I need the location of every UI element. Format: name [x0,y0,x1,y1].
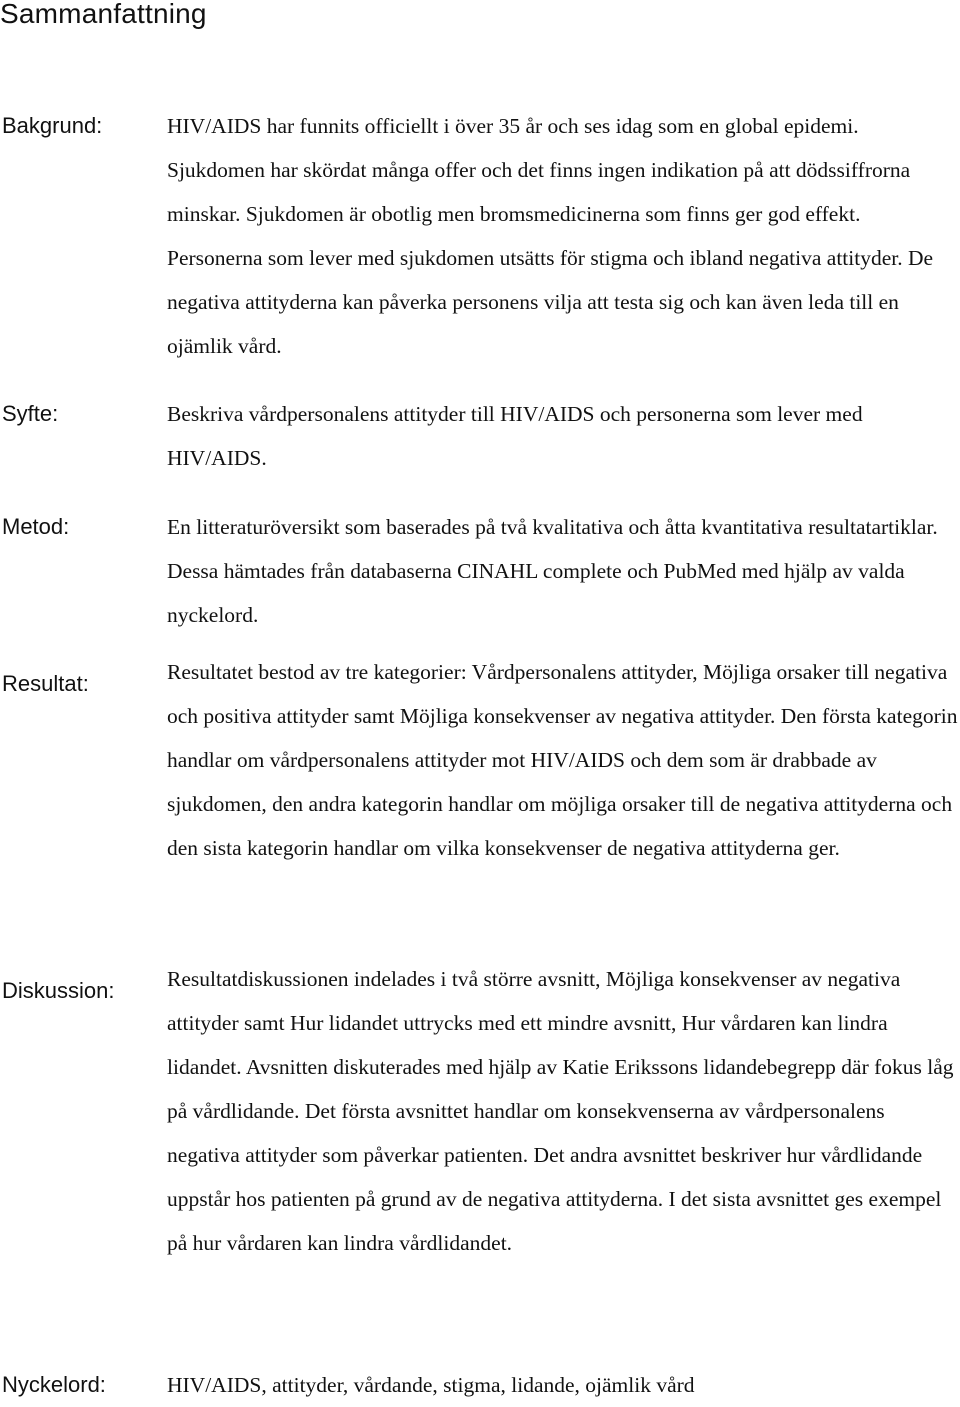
section-text-resultat: Resultatet bestod av tre kategorier: Vårdpersonalens attityder, Möjliga orsaker till negativa och positiva attityder samt Möjliga konsekvenser av negativa attityder. Den första kategorin handlar om vårdpersonalens attityder mot HIV/AIDS och dem som är drabbade av sjukdomen, den andra kategorin handlar om möjliga orsaker till de negativa attityderna och den sista kategorin handlar om vilka konsekvenser de negativa attityderna ger. [167,660,958,860]
section-text-nyckelord: HIV/AIDS, attityder, vårdande, stigma, lidande, ojämlik vård [167,1373,695,1397]
section-text-metod: En litteraturöversikt som baserades på två kvalitativa och åtta kvantitativa resultatartiklar. Dessa hämtades från databaserna CINAHL complete och PubMed med hjälp av valda nyckelord. [167,515,938,627]
section-text-diskussion: Resultatdiskussionen indelades i två större avsnitt, Möjliga konsekvenser av negativa attityder samt Hur lidandet uttrycks med ett mindre avsnitt, Hur vårdaren kan lindra lidandet. Avsnitten diskuterades med hjälp av Katie Erikssons lidandebegrepp där fokus låg på vårdlidande. Det första avsnittet handlar om konsekvenserna av vårdpersonalens negativa attityder som påverkar patienten. Det andra avsnittet beskriver hur vårdlidande uppstår hos patienten på grund av de negativa attityderna. I det sista avsnittet ges exempel på hur vårdaren kan lindra vårdlidandet. [167,967,954,1255]
section-label-bakgrund: Bakgrund: [2,113,103,138]
page-title: Sammanfattning [0,0,207,29]
section-label-syfte: Syfte: [2,401,59,426]
section-text-syfte: Beskriva vårdpersonalens attityder till HIV/AIDS och personerna som lever med HIV/AIDS. [167,402,863,470]
section-label-nyckelord: Nyckelord: [2,1372,106,1397]
section-label-resultat: Resultat: [2,671,89,696]
section-label-metod: Metod: [2,514,70,539]
section-text-bakgrund: HIV/AIDS har funnits officiellt i över 35 år och ses idag som en global epidemi. Sjukdomen har skördat många offer och det finns ingen indikation på att dödssiffrorna minskar. Sjukdomen är obotlig men bromsmedicinerna som finns ger god effekt. Personerna som lever med sjukdomen utsätts för stigma och ibland negativa attityder. De negativa attityderna kan påverka personens vilja att testa sig och kan även leda till en ojämlik vård. [167,114,934,358]
section-label-diskussion: Diskussion: [2,978,115,1003]
